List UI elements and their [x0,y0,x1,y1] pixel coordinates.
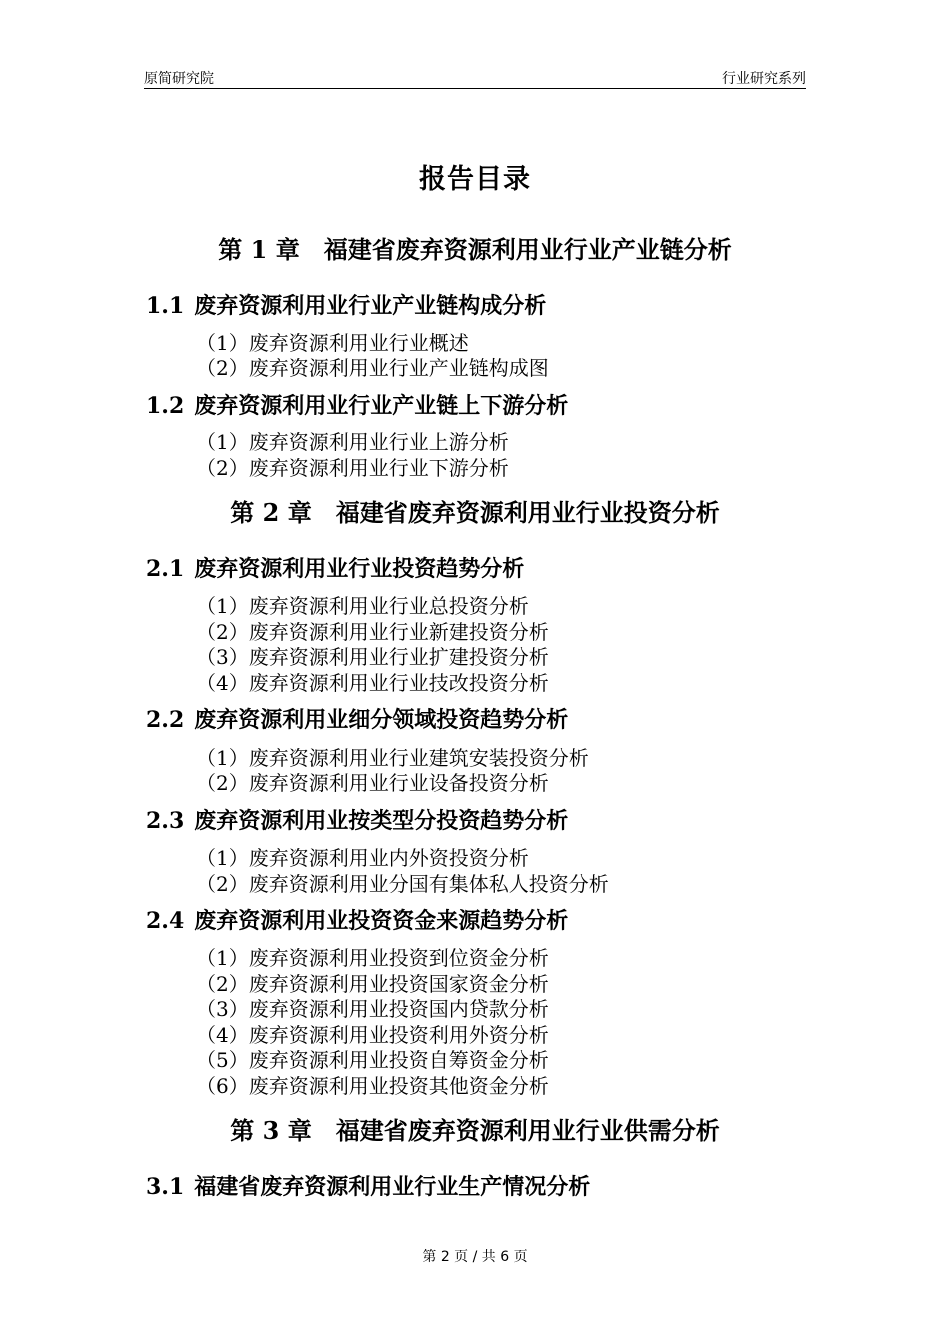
toc-item: （4）废弃资源利用业行业技改投资分析 [196,671,549,695]
section-title: 福建省废弃资源利用业行业生产情况分析 [194,1174,591,1200]
section-heading [146,1172,590,1202]
toc-item: （5）废弃资源利用业投资自筹资金分析 [196,1048,549,1072]
toc-item: （1）废弃资源利用业行业概述 [196,331,469,355]
toc-item: （3）废弃资源利用业行业扩建投资分析 [196,645,549,669]
chapter-heading [0,234,950,266]
toc-item: （2）废弃资源利用业分国有集体私人投资分析 [196,872,609,896]
chapter-title: 福建省废弃资源利用业行业供需分析 [335,1116,720,1145]
header-left: 原简研究院 [144,71,214,87]
section-number: 3.1 [146,1174,185,1200]
toc-item: （2）废弃资源利用业行业产业链构成图 [196,356,549,380]
section-heading [146,906,568,936]
section-number: 2.1 [146,556,185,582]
toc-item: （1）废弃资源利用业行业上游分析 [196,430,509,454]
toc-item: （1）废弃资源利用业行业总投资分析 [196,594,529,618]
section-heading [146,391,568,421]
toc-item: （1）废弃资源利用业行业建筑安装投资分析 [196,746,589,770]
chapter-heading [0,497,950,529]
toc-item: （4）废弃资源利用业投资利用外资分析 [196,1023,549,1047]
section-heading [146,554,524,584]
toc-item: （2）废弃资源利用业行业新建投资分析 [196,620,549,644]
section-number: 1.1 [146,293,185,319]
section-number: 1.2 [146,393,185,419]
chapter-number: 第 2 章 [230,498,312,527]
toc-item: （1）废弃资源利用业投资到位资金分析 [196,946,549,970]
header-rule [144,88,806,89]
chapter-number: 第 1 章 [218,235,300,264]
chapter-title: 福建省废弃资源利用业行业投资分析 [335,498,720,527]
section-title: 废弃资源利用业投资资金来源趋势分析 [194,908,569,934]
section-number: 2.4 [146,908,185,934]
section-number: 2.2 [146,707,185,733]
chapter-title: 福建省废弃资源利用业行业产业链分析 [323,235,732,264]
chapter-heading [0,1115,950,1147]
section-title: 废弃资源利用业行业产业链构成分析 [194,293,547,319]
toc-item: （2）废弃资源利用业行业设备投资分析 [196,771,549,795]
section-title: 废弃资源利用业细分领域投资趋势分析 [194,707,569,733]
toc-item: （1）废弃资源利用业内外资投资分析 [196,846,529,870]
chapter-number: 第 3 章 [230,1116,312,1145]
toc-item: （6）废弃资源利用业投资其他资金分析 [196,1074,549,1098]
header-right: 行业研究系列 [722,71,806,87]
section-title: 废弃资源利用业行业投资趋势分析 [194,556,525,582]
toc-item: （3）废弃资源利用业投资国内贷款分析 [196,997,549,1021]
page-title: 报告目录 [419,164,531,195]
toc-item: （2）废弃资源利用业投资国家资金分析 [196,972,549,996]
section-heading [146,705,568,735]
section-heading [146,291,546,321]
toc-item: （2）废弃资源利用业行业下游分析 [196,456,509,480]
section-number: 2.3 [146,808,185,834]
section-title: 废弃资源利用业按类型分投资趋势分析 [194,808,569,834]
section-title: 废弃资源利用业行业产业链上下游分析 [194,393,569,419]
page-footer: 第 2 页 / 共 6 页 [422,1249,528,1265]
section-heading [146,806,568,836]
